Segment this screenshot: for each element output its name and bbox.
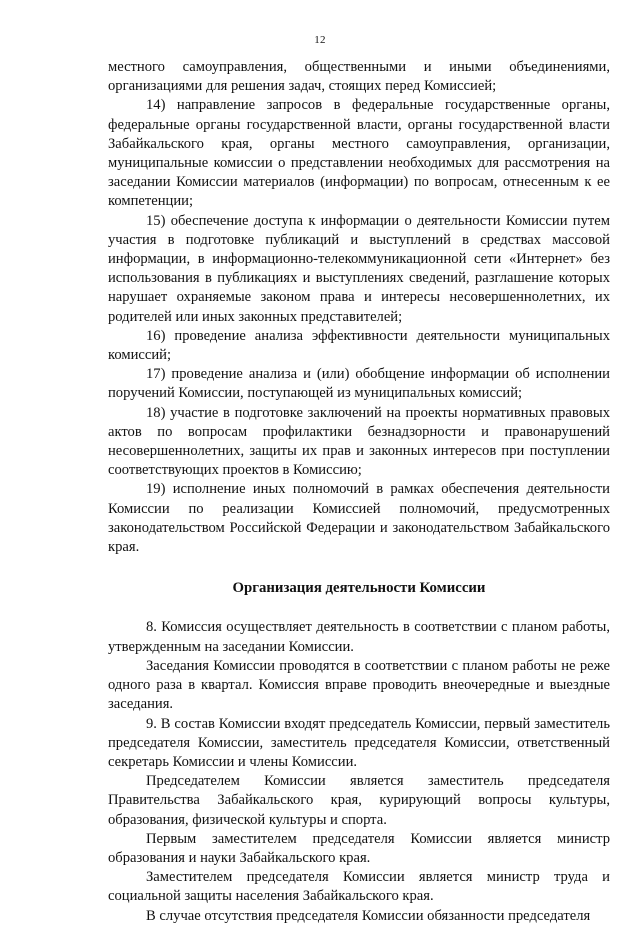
paragraph-first-deputy: Первым заместителем председателя Комиссии является министр образования и науки Забайкальского края.	[108, 830, 610, 866]
paragraph-clause-9: 9. В состав Комиссии входят председатель Комиссии, первый заместитель председателя Комиссии, заместитель председателя Комиссии, ответственный секретарь Комиссии и члены Комиссии.	[108, 715, 610, 770]
paragraph-chairman: Председателем Комиссии является заместитель председателя Правительства Забайкальского края, курирующий вопросы культуры, образования, физической культуры и спорта.	[108, 773, 610, 828]
paragraph-absence: В случае отсутствия председателя Комиссии обязанности председателя	[146, 907, 591, 924]
section-heading: Организация деятельности Комиссии	[232, 580, 486, 597]
paragraph-clause-8: 8. Комиссия осуществляет деятельность в соответствии с планом работы, утвержденным на заседании Комиссии.	[108, 619, 610, 655]
paragraph-item-16: 16) проведение анализа эффективности деятельности муниципальных комиссий;	[108, 327, 610, 364]
paragraph-item-18: 18) участие в подготовке заключений на проекты нормативных правовых актов по вопросам профилактики безнадзорности и правонарушений несовершеннолетних, защиты их прав и законных интересов при поступлении соответствующих проектов в Комиссию;	[108, 404, 610, 479]
paragraph-item-14: 14) направление запросов в федеральные государственные органы, федеральные органы государственной власти, органы государственной власти Забайкальского края, органы местного самоуправления, организации, муниципальные комиссии о представлении необходимых для рассмотрения на заседании Комиссии материалов (информации) по вопросам, отнесенным к ее компетенции;	[108, 97, 610, 210]
paragraph-item-15: 15) обеспечение доступа к информации о деятельности Комиссии путем участия в подготовке публикаций и выступлений в средствах массовой информации, в информационно-телекоммуникационной сети «Интернет» без использования в публикациях и выступлениях сведений, разглашение которых нарушает охраняемые законом права и интересы несовершеннолетних, их родителей или иных законных представителей;	[108, 212, 610, 325]
paragraph-continuation: местного самоуправления, общественными и иными объединениями, организациями для решения задач, стоящих перед Комиссией;	[108, 59, 610, 95]
paragraph-meetings: Заседания Комиссии проводятся в соответствии с планом работы не реже одного раза в квартал. Комиссия вправе проводить внеочередные и выездные заседания.	[108, 657, 610, 713]
page-number: 12	[314, 34, 326, 46]
paragraph-deputy: Заместителем председателя Комиссии является министр труда и социальной защиты населения Забайкальского края.	[108, 869, 610, 905]
document-body	[108, 58, 610, 926]
paragraph-item-19: 19) исполнение иных полномочий в рамках обеспечения деятельности Комиссии по реализации Комиссией полномочий, предусмотренных законодательством Российской Федерации и законодательством Забайкальского края.	[108, 481, 610, 556]
paragraph-item-17: 17) проведение анализа и (или) обобщение информации об исполнении поручений Комиссии, поступающей из муниципальных комиссий;	[108, 366, 610, 402]
